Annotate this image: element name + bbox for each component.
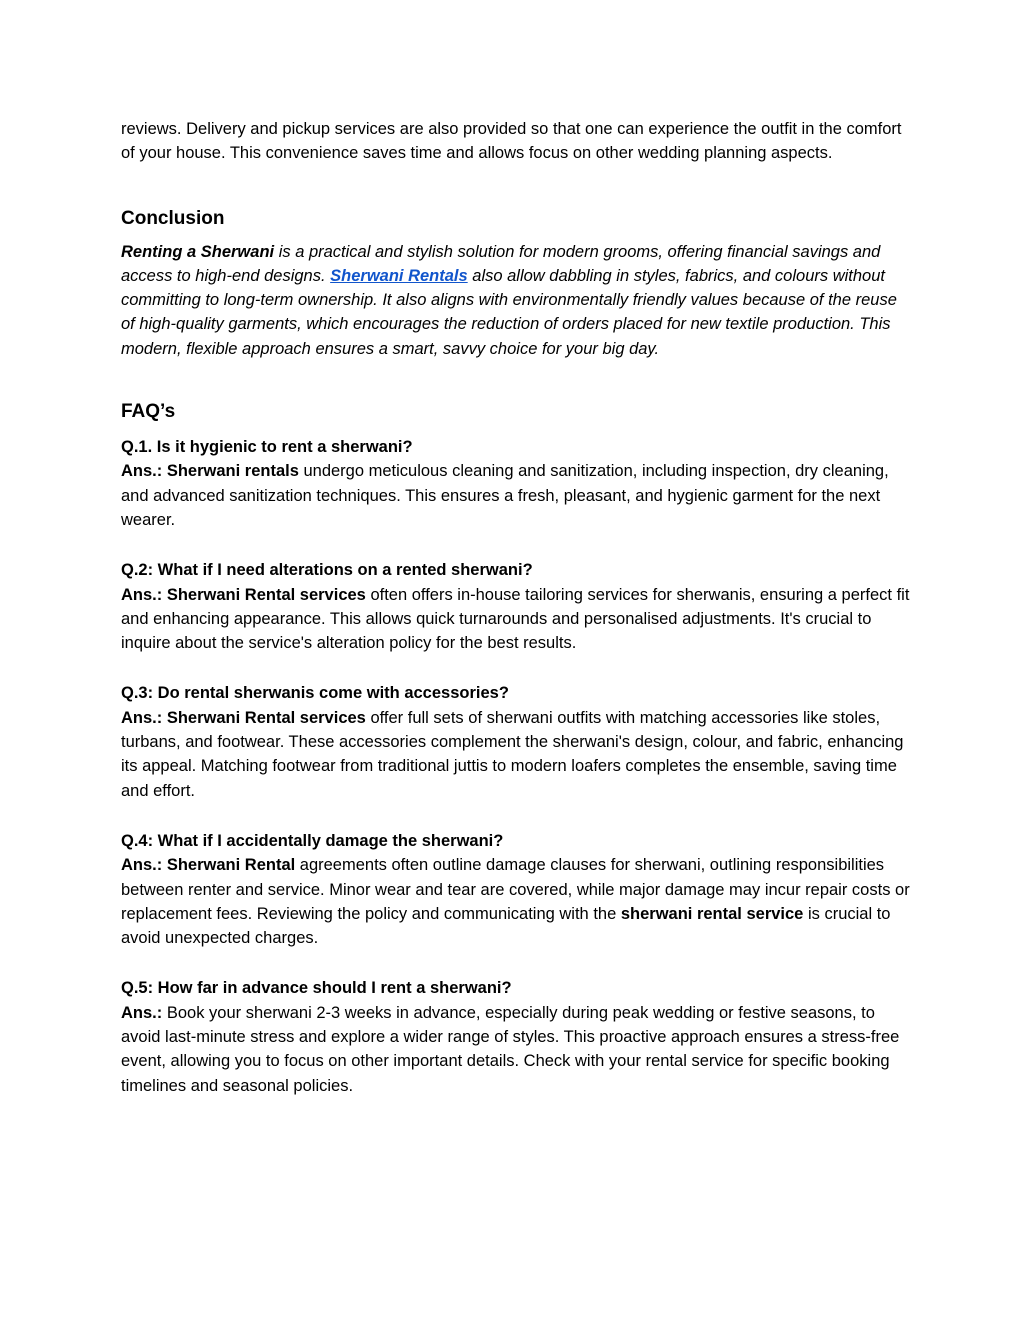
sherwani-rentals-link[interactable]: Sherwani Rentals bbox=[330, 266, 468, 285]
faq-item-1 bbox=[121, 435, 911, 532]
faq-answer-text: often offers in-house tailoring services for sherwanis, ensuring a perfect fit and enhancing appearance. This allows quick turnarounds and personalised adjustments. It's crucial to inquire about the service's alteration policy for the best results. bbox=[121, 585, 910, 653]
faq-answer-lead: Ans.: bbox=[121, 1003, 163, 1022]
faq-question: Q.4: What if I accidentally damage the sherwani? bbox=[121, 831, 504, 850]
faq-question: Q.1. Is it hygienic to rent a sherwani? bbox=[121, 438, 413, 457]
faq-answer-text-2: is crucial to avoid unexpected charges. bbox=[121, 904, 891, 948]
faq-question: Q.5: How far in advance should I rent a sherwani? bbox=[121, 979, 512, 998]
faq-item-2 bbox=[121, 558, 911, 655]
faq-item-3 bbox=[121, 681, 911, 802]
conclusion-text-1: is a practical and stylish solution for modern grooms, offering financial savings and access to high-end designs. bbox=[121, 242, 881, 285]
faq-answer-lead: Ans.: Sherwani rentals bbox=[121, 462, 299, 481]
faq-answer-lead: Ans.: Sherwani Rental bbox=[121, 856, 296, 875]
faq-answer-lead: Ans.: Sherwani Rental services bbox=[121, 708, 366, 727]
conclusion-lead: Renting a Sherwani bbox=[121, 242, 275, 261]
faq-question: Q.3: Do rental sherwanis come with accessories? bbox=[121, 684, 509, 703]
faq-answer bbox=[121, 706, 911, 803]
conclusion-text-2: also allow dabbling in styles, fabrics, and colours without committing to long-term ownership. It also aligns with environmentally friendly values because of the reuse of high-quality garments, which encourages the reduction of orders placed for new textile production. This modern, flexible approach ensures a smart, savvy choice for your big day. bbox=[121, 266, 897, 358]
faq-answer bbox=[121, 853, 911, 950]
faq-answer-text: Book your sherwani 2-3 weeks in advance, especially during peak wedding or festive seasons, to avoid last-minute stress and explore a wider range of styles. This proactive approach ensures a stress-free event, allowing you to focus on other important details. Check with your rental service for specific booking timelines and seasonal policies. bbox=[121, 1003, 900, 1095]
faq-answer-lead: Ans.: Sherwani Rental services bbox=[121, 585, 366, 604]
page-content bbox=[121, 117, 911, 1124]
faq-answer-text: undergo meticulous cleaning and sanitization, including inspection, dry cleaning, and advanced sanitization techniques. This ensures a fresh, pleasant, and hygienic garment for the next wearer. bbox=[121, 462, 889, 529]
faq-answer-text: offer full sets of sherwani outfits with matching accessories like stoles, turbans, and footwear. These accessories complement the sherwani's design, colour, and fabric, enhancing its appeal. Matching footwear from traditional juttis to modern loafers completes the ensemble, saving time and effort. bbox=[121, 708, 904, 800]
conclusion-paragraph bbox=[121, 240, 911, 361]
faq-question: Q.2: What if I need alterations on a rented sherwani? bbox=[121, 561, 533, 580]
intro-paragraph: reviews. Delivery and pickup services are also provided so that one can experience the outfit in the comfort of your house. This convenience saves time and allows focus on other wedding planning aspects. bbox=[121, 120, 902, 163]
faq-answer bbox=[121, 1001, 911, 1098]
faq-answer-text: agreements often outline damage clauses for sherwani, outlining responsibilities between renter and service. Minor wear and tear are covered, while major damage may incur repair costs or replacement fees. Reviewing the policy and communicating with the bbox=[121, 856, 910, 923]
faq-heading: FAQ’s bbox=[121, 401, 176, 423]
faq-answer bbox=[121, 583, 911, 656]
conclusion-heading: Conclusion bbox=[121, 207, 225, 229]
faq-answer-bold-2: sherwani rental service bbox=[620, 904, 804, 923]
faq-answer bbox=[121, 459, 911, 532]
faq-item-4 bbox=[121, 829, 911, 950]
faq-item-5 bbox=[121, 976, 911, 1097]
